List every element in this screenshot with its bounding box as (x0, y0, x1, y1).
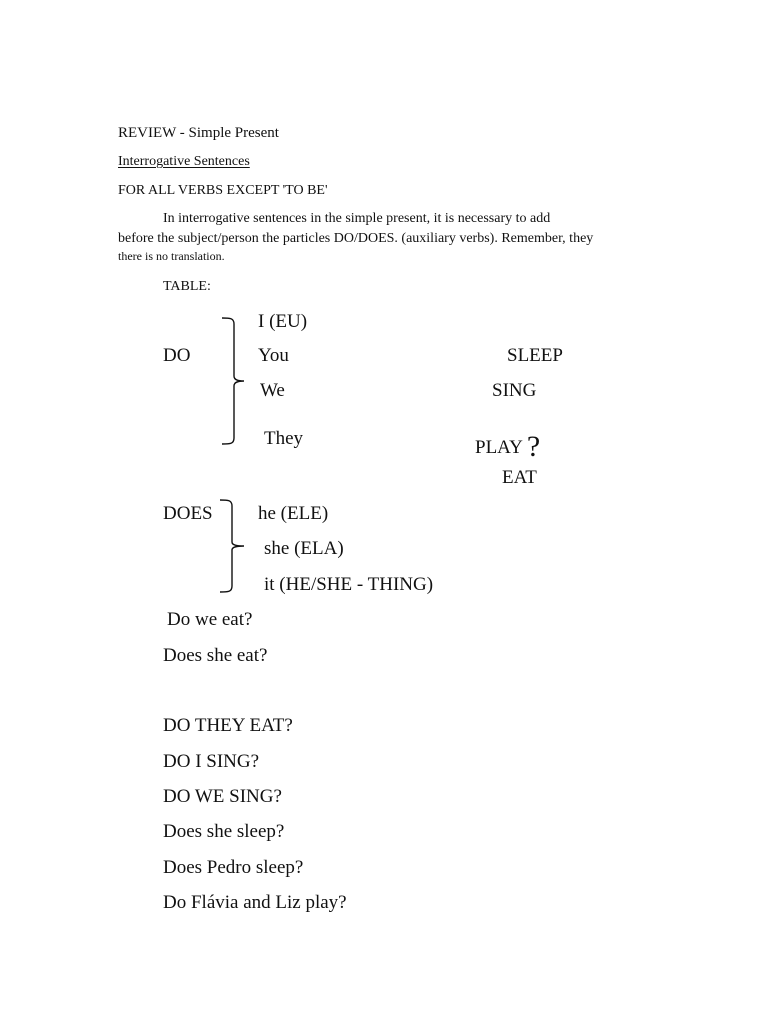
does-auxiliary: DOES (163, 503, 213, 524)
section-heading: Interrogative Sentences (118, 154, 250, 169)
verb-item-text: PLAY (475, 437, 523, 458)
verb-item: SING (492, 380, 537, 401)
do-subject: You (258, 345, 289, 366)
table-label: TABLE: (163, 279, 211, 294)
do-brace-path (222, 318, 244, 444)
example-sentence: Does she eat? (163, 645, 268, 666)
example-sentence: Does she sleep? (163, 821, 285, 842)
example-sentence: DO I SING? (163, 751, 260, 772)
does-brace-path (220, 500, 244, 592)
does-subject: he (ELE) (258, 503, 329, 524)
does-brace (218, 498, 248, 596)
do-auxiliary: DO (163, 345, 191, 366)
does-subject: it (HE/SHE - THING) (264, 574, 434, 595)
do-subject: I (EU) (258, 311, 308, 332)
document-title: REVIEW - Simple Present (118, 125, 279, 141)
verb-item: EAT (502, 467, 537, 488)
intro-line-3: there is no translation. (118, 249, 225, 263)
verb-item (475, 429, 541, 463)
example-sentence: DO THEY EAT? (163, 715, 293, 736)
intro-line-1: In interrogative sentences in the simple present, it is necessary to add (163, 211, 551, 226)
verb-item: SLEEP (507, 345, 563, 366)
intro-line-2: before the subject/person the particles DO/DOES. (auxiliary verbs). Remember, they (118, 231, 594, 246)
example-sentence: Does Pedro sleep? (163, 857, 304, 878)
example-sentence: Do we eat? (167, 609, 253, 630)
question-mark: ? (526, 430, 541, 463)
do-subject: They (264, 428, 304, 449)
do-brace (220, 316, 250, 450)
do-subject: We (260, 380, 285, 401)
example-sentence: DO WE SING? (163, 786, 282, 807)
does-subject: she (ELA) (264, 538, 344, 559)
rule-line: FOR ALL VERBS EXCEPT 'TO BE' (118, 183, 328, 198)
example-sentence: Do Flávia and Liz play? (163, 892, 347, 913)
